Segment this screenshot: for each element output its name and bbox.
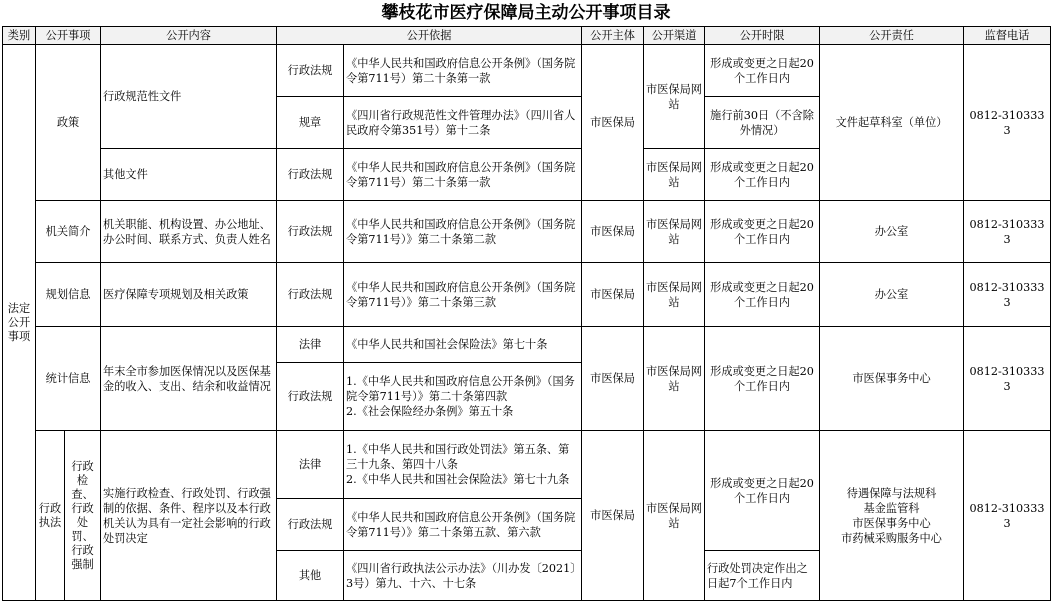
time-cell: 形成或变更之日起20个工作日内 [705, 45, 820, 97]
resp-cell: 文件起草科室（单位） [820, 45, 964, 201]
header-time: 公开时限 [705, 27, 820, 45]
time-cell: 形成或变更之日起20个工作日内 [705, 201, 820, 263]
basis-text: 1.《中华人民共和国政府信息公开条例》（国务院令第711号）》第二十条第四款 2.《社会保险经办条例》第五十条 [344, 363, 582, 431]
basis-type: 行政法规 [277, 263, 344, 327]
matter-policy: 政策 [36, 45, 101, 201]
header-matter: 公开事项 [36, 27, 101, 45]
channel-cell: 市医保局网站 [644, 201, 705, 263]
matter-org: 机关简介 [36, 201, 101, 263]
content-org: 机关职能、机构设置、办公地址、办公时间、联系方式、负责人姓名 [101, 201, 277, 263]
matter-plan: 规划信息 [36, 263, 101, 327]
phone-cell: 0812-3103333 [964, 45, 1051, 201]
table-row [3, 45, 1051, 97]
channel-cell: 市医保局网站 [644, 45, 705, 149]
channel-cell: 市医保局网站 [644, 327, 705, 431]
basis-text: 《中华人民共和国社会保险法》第七十条 [344, 327, 582, 363]
header-content: 公开内容 [101, 27, 277, 45]
phone-cell: 0812-3103333 [964, 201, 1051, 263]
channel-cell: 市医保局网站 [644, 431, 705, 601]
content-policy-2: 其他文件 [101, 149, 277, 201]
subject-cell: 市医保局 [582, 431, 644, 601]
basis-type: 行政法规 [277, 499, 344, 551]
resp-cell: 待遇保障与法规科 基金监管科 市医保事务中心 市药械采购服务中心 [820, 431, 964, 601]
channel-cell: 市医保局网站 [644, 263, 705, 327]
basis-text: 《四川省行政执法公示办法》（川办发〔2021〕3号）第九、十六、十七条 [344, 551, 582, 601]
basis-type: 法律 [277, 327, 344, 363]
basis-text: 《中华人民共和国政府信息公开条例》（国务院令第711号）》第二十条第三款 [344, 263, 582, 327]
table-row [3, 201, 1051, 263]
basis-type: 行政法规 [277, 363, 344, 431]
basis-type: 规章 [277, 97, 344, 149]
header-subject: 公开主体 [582, 27, 644, 45]
basis-text: 《中华人民共和国政府信息公开条例》（国务院令第711号）第二十条第一款 [344, 149, 582, 201]
content-plan: 医疗保障专项规划及相关政策 [101, 263, 277, 327]
phone-cell: 0812-3103333 [964, 263, 1051, 327]
phone-cell: 0812-3103333 [964, 431, 1051, 601]
subject-cell: 市医保局 [582, 327, 644, 431]
page-title: 攀枝花市医疗保障局主动公开事项目录 [381, 3, 671, 23]
basis-text: 1.《中华人民共和国行政处罚法》第五条、第三十九条、第四十八条 2.《中华人民共和国社会保险法》第七十九条 [344, 431, 582, 499]
channel-cell: 市医保局网站 [644, 149, 705, 201]
basis-text: 《中华人民共和国政府信息公开条例》（国务院令第711号）》第二十条第五款、第六款 [344, 499, 582, 551]
table-row [3, 327, 1051, 363]
header-basis: 公开依据 [277, 27, 582, 45]
content-policy-1: 行政规范性文件 [101, 45, 277, 149]
resp-cell: 市医保事务中心 [820, 327, 964, 431]
basis-text: 《四川省行政规范性文件管理办法》（四川省人民政府令第351号）第十二条 [344, 97, 582, 149]
sub-enforce: 行政检查、行政处罚、行政强制 [65, 431, 101, 601]
table-row [3, 263, 1051, 327]
time-cell: 施行前30日（不含除外情况） [705, 97, 820, 149]
time-cell: 形成或变更之日起20个工作日内 [705, 327, 820, 431]
time-cell: 行政处罚决定作出之日起7个工作日内 [705, 551, 820, 601]
header-row [3, 27, 1051, 45]
resp-cell: 办公室 [820, 201, 964, 263]
resp-cell: 办公室 [820, 263, 964, 327]
table-row [3, 431, 1051, 499]
category-cell: 法定公开事项 [3, 45, 36, 601]
basis-type: 行政法规 [277, 45, 344, 97]
content-enforce: 实施行政检查、行政处罚、行政强制的依据、条件、程序以及本行政机关认为具有一定社会影响的行政处罚决定 [101, 431, 277, 601]
basis-text: 《中华人民共和国政府信息公开条例》（国务院令第711号）第二十条第一款 [344, 45, 582, 97]
header-channel: 公开渠道 [644, 27, 705, 45]
basis-type: 行政法规 [277, 149, 344, 201]
header-category: 类别 [3, 27, 36, 45]
subject-cell: 市医保局 [582, 263, 644, 327]
content-stats: 年末全市参加医保情况以及医保基金的收入、支出、结余和收益情况 [101, 327, 277, 431]
basis-type: 其他 [277, 551, 344, 601]
basis-type: 行政法规 [277, 201, 344, 263]
basis-text: 《中华人民共和国政府信息公开条例》（国务院令第711号）》第二十条第二款 [344, 201, 582, 263]
matter-enforce: 行政执法 [36, 431, 65, 601]
subject-cell: 市医保局 [582, 45, 644, 201]
basis-type: 法律 [277, 431, 344, 499]
matter-stats: 统计信息 [36, 327, 101, 431]
time-cell: 形成或变更之日起20个工作日内 [705, 431, 820, 551]
subject-cell: 市医保局 [582, 201, 644, 263]
header-phone: 监督电话 [964, 27, 1051, 45]
time-cell: 形成或变更之日起20个工作日内 [705, 149, 820, 201]
time-cell: 形成或变更之日起20个工作日内 [705, 263, 820, 327]
disclosure-table [2, 26, 1051, 601]
header-resp: 公开责任 [820, 27, 964, 45]
phone-cell: 0812-3103333 [964, 327, 1051, 431]
